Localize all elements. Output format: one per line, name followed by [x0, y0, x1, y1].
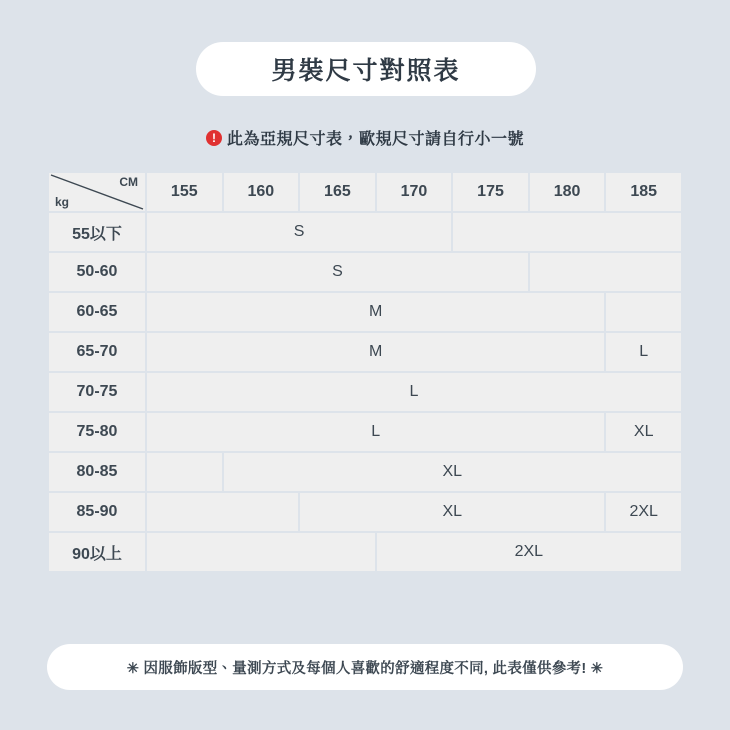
size-cell-S: S	[147, 213, 451, 251]
row-header-75-80: 75-80	[49, 413, 145, 451]
row-header-50-60: 50-60	[49, 253, 145, 291]
footer-note: ✳ 因服飾版型、量測方式及每個人喜歡的舒適程度不同, 此表僅供參考! ✳	[126, 660, 604, 677]
size-cell-L: L	[147, 413, 604, 451]
size-cell-empty	[453, 213, 681, 251]
column-header-165: 165	[300, 173, 375, 211]
size-cell-empty	[147, 453, 222, 491]
size-cell-empty	[147, 533, 375, 571]
row-header-80-85: 80-85	[49, 453, 145, 491]
table-row	[49, 493, 681, 531]
table-row	[49, 253, 681, 291]
table-row	[49, 333, 681, 371]
axis-label-cm: CM	[119, 175, 138, 189]
size-cell-XL: XL	[224, 453, 681, 491]
page-title-pill	[196, 42, 536, 96]
column-header-155: 155	[147, 173, 222, 211]
table-row	[49, 453, 681, 491]
size-cell-L: L	[606, 333, 681, 371]
size-cell-M: M	[147, 333, 604, 371]
table-header-row	[49, 173, 681, 211]
row-header-85-90: 85-90	[49, 493, 145, 531]
table-row	[49, 413, 681, 451]
notice-text: 此為亞規尺寸表，歐規尺寸請自行小一號	[226, 131, 524, 148]
table-row	[49, 213, 681, 251]
column-header-160: 160	[224, 173, 299, 211]
row-header-65-70: 65-70	[49, 333, 145, 371]
size-cell-empty	[530, 253, 681, 291]
column-header-170: 170	[377, 173, 452, 211]
size-cell-L: L	[147, 373, 681, 411]
column-header-185: 185	[606, 173, 681, 211]
size-cell-XL: XL	[300, 493, 604, 531]
size-cell-S: S	[147, 253, 528, 291]
row-header-90以上: 90以上	[49, 533, 145, 571]
table-row	[49, 533, 681, 571]
row-header-55以下: 55以下	[49, 213, 145, 251]
column-header-175: 175	[453, 173, 528, 211]
page-title: 男裝尺寸對照表	[271, 57, 461, 85]
size-table-wrapper	[47, 171, 683, 573]
exclamation-icon: !	[206, 130, 222, 146]
table-row	[49, 373, 681, 411]
footer-note-pill	[47, 644, 683, 690]
size-cell-M: M	[147, 293, 604, 331]
notice-banner	[0, 126, 730, 149]
row-header-60-65: 60-65	[49, 293, 145, 331]
size-cell-empty	[606, 293, 681, 331]
size-cell-empty	[147, 493, 298, 531]
axis-corner-cell	[49, 173, 145, 211]
column-header-180: 180	[530, 173, 605, 211]
row-header-70-75: 70-75	[49, 373, 145, 411]
size-cell-XL: XL	[606, 413, 681, 451]
axis-label-kg: kg	[55, 195, 70, 209]
table-row	[49, 293, 681, 331]
size-table	[47, 171, 683, 573]
size-cell-2XL: 2XL	[377, 533, 681, 571]
size-cell-2XL: 2XL	[606, 493, 681, 531]
